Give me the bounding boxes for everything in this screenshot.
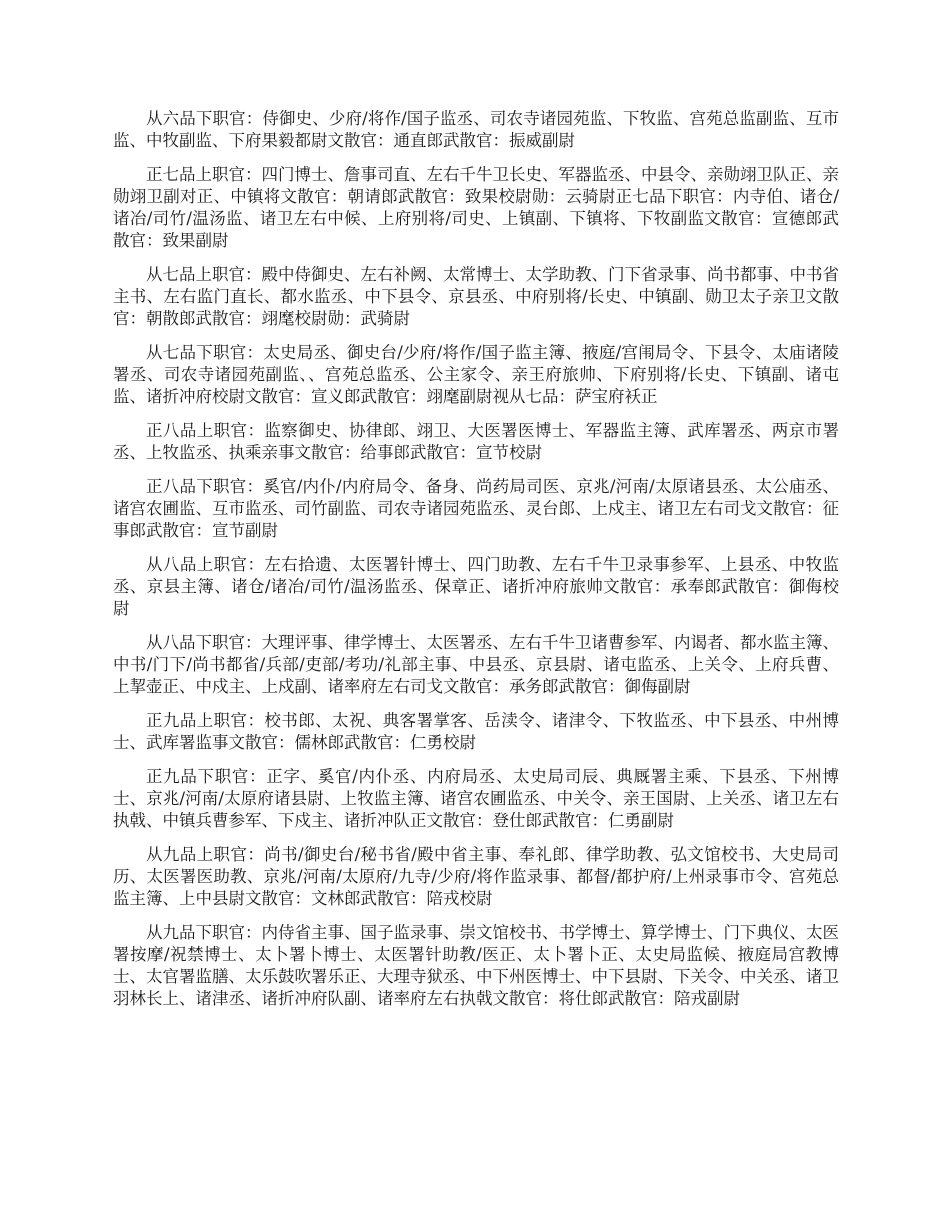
document-body: [113, 108, 839, 1022]
paragraph-rank-8a-upper: 正八品上职官：监察御史、协律郎、翊卫、大医署医博士、军器监主簿、武库署丞、两京市署丞、上牧监丞、执乘亲事文散官：给事郎武散官：宣节校尉: [113, 421, 839, 462]
paragraph-rank-8b-lower: 从八品下职官：大理评事、律学博士、太医署丞、左右千牛卫诸曹参军、内谒者、都水监主簿、中书/门下/尚书都省/兵部/吏部/考功/礼部主事、中县丞、京县尉、诸屯监丞、上关令、上府兵曹、上挈壶正、中戍主、上戍副、诸率府左右司戈文散官：承务郎武散官：御侮副尉: [113, 633, 839, 696]
paragraph-rank-8b-upper: 从八品上职官：左右拾遗、太医署针博士、四门助教、左右千牛卫录事参军、上县丞、中牧监丞、京县主簿、诸仓/诸冶/司竹/温汤监丞、保章正、诸折冲府旅帅文散官：承奉郎武散官：御侮校尉: [113, 555, 839, 618]
paragraph-rank-7a: 正七品上职官：四门博士、詹事司直、左右千牛卫长史、军器监丞、中县令、亲勋翊卫队正、亲勋翊卫副对正、中镇将文散官：朝请郎武散官：致果校尉勋：云骑尉正七品下职官：内寺伯、诸仓/诸冶/司竹/温汤监、诸卫左右中候、上府别将/司史、上镇副、下镇将、下牧副监文散官：宣德郎武散官：致果副尉: [113, 165, 839, 250]
paragraph-rank-9a-upper: 正九品上职官：校书郎、太祝、典客署掌客、岳渎令、诸津令、下牧监丞、中下县丞、中州博士、武库署监事文散官：儒林郎武散官：仁勇校尉: [113, 711, 839, 752]
paragraph-rank-7b-upper: 从七品上职官：殿中侍御史、左右补阙、太常博士、太学助教、门下省录事、尚书都事、中书省主书、左右监门直长、都水监丞、中下县令、京县丞、中府别将/长史、中镇副、勋卫太子亲卫文散官：朝散郎武散官：翊麾校尉勋：武骑尉: [113, 265, 839, 328]
paragraph-rank-9b-upper: 从九品上职官：尚书/御史台/秘书省/殿中省主事、奉礼郎、律学助教、弘文馆校书、大史局司历、太医署医助教、京兆/河南/太原府/九寺/少府/将作监录事、都督/都护府/上州录事市令、宫苑总监主簿、上中县尉文散官：文林郎武散官：陪戎校尉: [113, 845, 839, 908]
paragraph-rank-9b-lower: 从九品下职官：内侍省主事、国子监录事、崇文馆校书、书学博士、算学博士、门下典仪、太医署按摩/祝禁博士、太卜署卜博士、太医署针助教/医正、太卜署卜正、太史局监候、掖庭局宫教博士、太官署监膳、太乐鼓吹署乐正、大理寺狱丞、中下州医博士、中下县尉、下关令、中关丞、诸卫羽林长上、诸津丞、诸折冲府队副、诸率府左右执戟文散官：将仕郎武散官：陪戎副尉: [113, 923, 839, 1008]
paragraph-rank-9a-lower: 正九品下职官：正字、奚官/内仆丞、内府局丞、太史局司辰、典厩署主乘、下县丞、下州博士、京兆/河南/太原府诸县尉、上牧监主簿、诸宫农圃监丞、中关令、亲王国尉、上关丞、诸卫左右执戟、中镇兵曹参军、下戍主、诸折冲队正文散官：登仕郎武散官：仁勇副尉: [113, 767, 839, 830]
paragraph-rank-6b-lower: 从六品下职官：侍御史、少府/将作/国子监丞、司农寺诸园苑监、下牧监、宫苑总监副监、互市监、中牧副监、下府果毅都尉文散官：通直郎武散官：振威副尉: [113, 109, 839, 150]
paragraph-rank-7b-lower: 从七品下职官：太史局丞、御史台/少府/将作/国子监主簿、掖庭/宫闱局令、下县令、太庙诸陵署丞、司农寺诸园苑副监、、宫苑总监丞、公主家令、亲王府旅帅、下府别将/长史、下镇副、诸屯监、诸折冲府校尉文散官：宣义郎武散官：翊麾副尉视从七品：萨宝府袄正: [113, 343, 839, 406]
paragraph-rank-8a-lower: 正八品下职官：奚官/内仆/内府局令、备身、尚药局司医、京兆/河南/太原诸县丞、太公庙丞、诸宫农圃监、互市监丞、司竹副监、司农寺诸园苑监丞、灵台郎、上戍主、诸卫左右司戈文散官：征事郎武散官：宣节副尉: [113, 477, 839, 540]
